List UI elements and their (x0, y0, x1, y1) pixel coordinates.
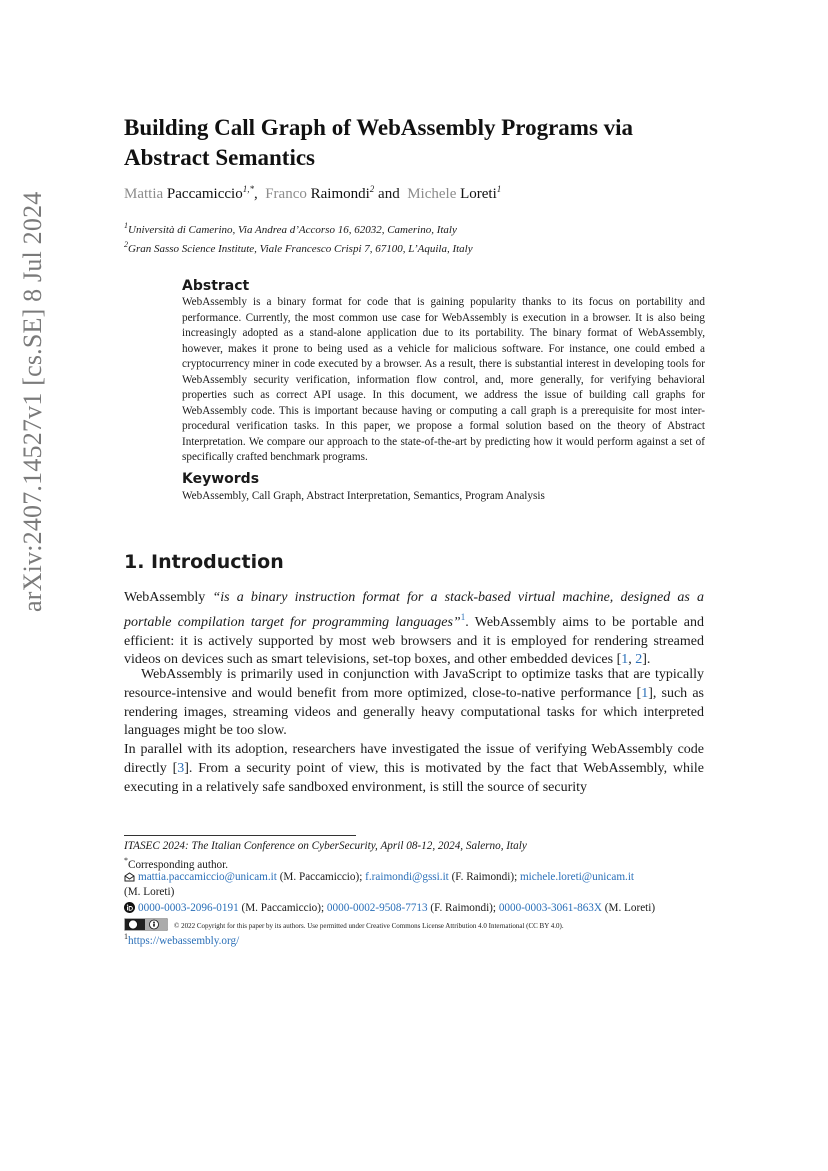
author-2: Franco Raimondi$^2$ (265, 184, 375, 202)
keywords-text: WebAssembly, Call Graph, Abstract Interpretation, Semantics, Program Analysis (182, 490, 545, 502)
footnote-url: $^1$https://webassembly.org/ (124, 932, 240, 947)
citation-2[interactable]: 2 (635, 652, 643, 668)
intro-paragraph-3: In parallel with its adoption, researchers have investigated the issue of verifying WebAssembly code directly [3]. From a security point of view, this is motivated by the fact that WebAssembly, while executing in a relatively safe sandboxed environment, is still the source of security (124, 742, 705, 795)
wasm-definition-quote: “is a binary instruction format for a stack-based virtual machine, designed as a portable compilation target for programming languages” (124, 590, 704, 630)
keywords-heading: Keywords (182, 471, 260, 487)
webassembly-url-link[interactable]: https://webassembly.org/ (128, 935, 240, 947)
orcid-icon (124, 902, 135, 913)
orcid-link-raimondi[interactable]: 0000-0002-9508-7713 (326, 902, 428, 914)
citation-1[interactable]: 1 (621, 652, 629, 668)
footnote-license: © 2022 Copyright for this paper by its authors. Use permitted under Creative Commons License Attribution 4.0 International (CC BY 4.0). (124, 918, 564, 931)
intro-paragraph-2: WebAssembly is primarily used in conjunction with JavaScript to optimize tasks that are typically resource-intensive and would benefit from more optimized, close-to-native performance [1], such as rendering images, streaming videos and generally heavy computational tasks for which interpreted languages might be too slow. (124, 667, 704, 739)
author-list: Mattia Paccamiccio$^{1,*}$, Franco Raimondi$^2$ and Michele Loreti$^1$ (124, 184, 502, 202)
footnote-mark-1[interactable]: 1 (460, 611, 466, 622)
citation-3[interactable]: 3 (177, 760, 185, 776)
email-link-raimondi[interactable]: f.raimondi@gssi.it (365, 871, 449, 883)
title-line-1: Building Call Graph of WebAssembly Programs via (124, 115, 634, 140)
intro-paragraph-1: WebAssembly “is a binary instruction format for a stack-based virtual machine, designed as a portable compilation target for programming languages”$^1$. WebAssembly aims to be portable and efficient: it is actively supported by most web browsers and it is employed for rendering streamed videos on devices such as smart televisions, set-top boxes, and other embedded devices [1, 2]. (124, 590, 704, 668)
footnote-corresponding: *Corresponding author. (124, 856, 229, 871)
section-heading: 1. Introduction (124, 551, 284, 573)
email-link-loreti[interactable]: michele.loreti@unicam.it (519, 871, 635, 883)
authors-and: and (378, 186, 400, 202)
abstract-text: WebAssembly is a binary format for code that is gaining popularity thanks to its focus on portability and performance. Currently, the most common use case for WebAssembly is execution in a browser. It is also being increasingly adopted as a stand-alone application due to its portability. The binary format of WebAssembly, however, makes it prone to being used as a vehicle for malicious software. For instance, one could embed a cryptocurrency miner in code executed by a browser. As a result, there is substantial interest in developing tools for WebAssembly security verification, information flow control, and, more generally, for verifying behavioral properties such as correct API usage. In this document, we address the issue of building call graphs for WebAssembly code. This is important because having or computing a call graph is a prerequisite for most inter-procedural verification tasks. In this paper, we propose a formal solution based on the theory of Abstract Interpretation. We compare our approach to the state-of-the-art by predicting how it would perform against a set of specifically crafted benchmark programs. (182, 296, 705, 463)
paper-title (124, 113, 744, 173)
citation-1[interactable]: 1 (641, 685, 649, 701)
author-1: Mattia Paccamiccio$^{1,*}$ (124, 184, 254, 202)
email-icon (124, 872, 135, 882)
footnote-emails: mattia.paccamiccio@unicam.it (M. Paccamiccio); f.raimondi@gssi.it (F. Raimondi); michele.loreti@unicam.it (124, 871, 634, 883)
footnote-orcid: 0000-0003-2096-0191 (M. Paccamiccio); 0000-0002-9508-7713 (F. Raimondi); 0000-0003-3061-863X (M. Loreti) (124, 902, 655, 914)
arxiv-side-stamp: arXiv:2407.14527v1 [cs.SE] 8 Jul 2024 (18, 191, 47, 612)
footnote-emails-cont: (M. Loreti) (124, 886, 175, 898)
affiliation-1: $^1$Università di Camerino, Via Andrea d’Accorso 16, 62032, Camerino, Italy (124, 221, 457, 236)
footnote-divider (124, 835, 356, 836)
title-line-2: Abstract Semantics (124, 145, 315, 170)
abstract-heading: Abstract (182, 278, 250, 294)
orcid-link-loreti[interactable]: 0000-0003-3061-863X (498, 902, 602, 914)
affiliation-2: $^2$Gran Sasso Science Institute, Viale Francesco Crispi 7, 67100, L’Aquila, Italy (124, 240, 473, 255)
orcid-link-paccamiccio[interactable]: 0000-0003-2096-0191 (138, 902, 239, 914)
email-link-paccamiccio[interactable]: mattia.paccamiccio@unicam.it (138, 871, 277, 883)
cc-by-license-icon (124, 918, 168, 931)
author-3: Michele Loreti$^1$ (407, 184, 502, 202)
footnote-conference: ITASEC 2024: The Italian Conference on CyberSecurity, April 08-12, 2024, Salerno, Italy (124, 840, 527, 852)
